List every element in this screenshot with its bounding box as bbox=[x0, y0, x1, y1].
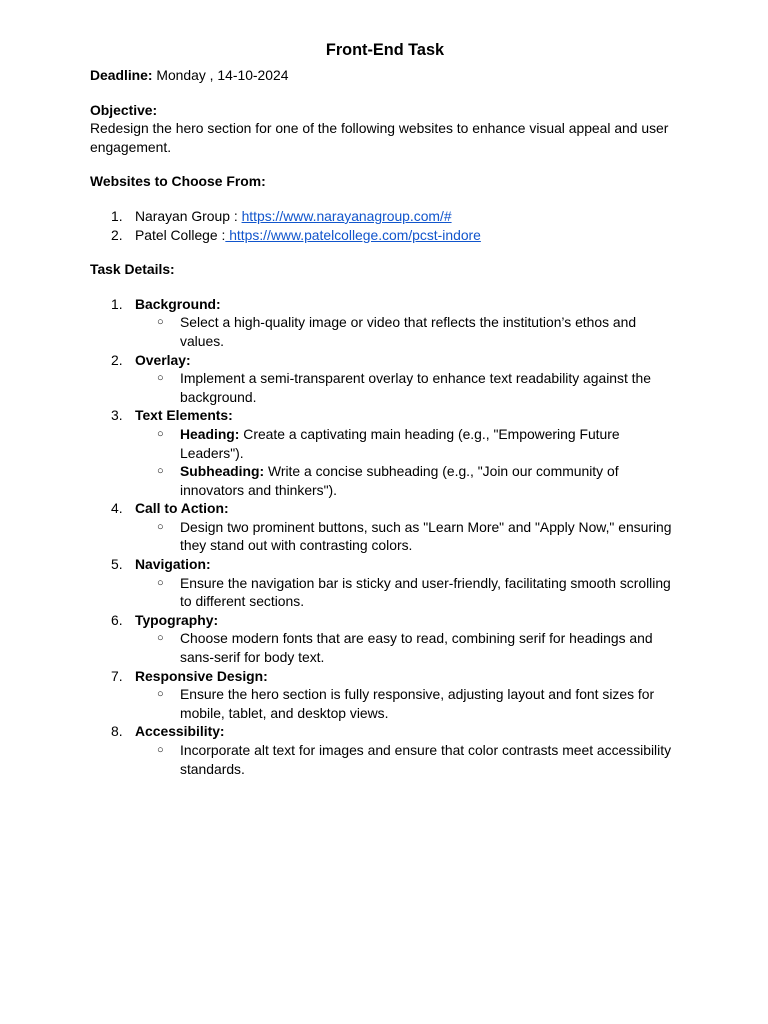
task-title: Responsive Design: bbox=[135, 667, 268, 684]
subitem-text: Write a concise subheading (e.g., "Join our community of innovators and thinkers"). bbox=[180, 463, 619, 498]
task-sublist bbox=[135, 369, 680, 406]
task-details-list bbox=[90, 295, 680, 778]
objective-text: Redesign the hero section for one of the following websites to enhance visual appeal and user engagement. bbox=[90, 120, 669, 155]
hollow-bullet-icon: ○ bbox=[157, 465, 164, 478]
list-number: 1. bbox=[111, 207, 123, 224]
task-item bbox=[90, 611, 680, 667]
task-item bbox=[90, 667, 680, 723]
task-title: Background: bbox=[135, 295, 221, 312]
task-item bbox=[90, 295, 680, 351]
task-details-label: Task Details: bbox=[90, 261, 175, 278]
task-item bbox=[90, 406, 680, 499]
subitem-lead: Heading: bbox=[180, 425, 240, 442]
task-item bbox=[90, 499, 680, 555]
objective-label: Objective: bbox=[90, 101, 158, 118]
list-number: 3. bbox=[111, 407, 123, 424]
website-item bbox=[90, 207, 680, 226]
task-item bbox=[90, 722, 680, 778]
subitem-lead: Subheading: bbox=[180, 463, 265, 480]
task-subitem bbox=[135, 462, 680, 499]
task-subitem bbox=[135, 741, 680, 778]
deadline-line bbox=[90, 66, 680, 85]
task-title: Accessibility: bbox=[135, 723, 225, 740]
website-link[interactable]: https://www.narayanagroup.com/# bbox=[241, 207, 452, 224]
task-sublist bbox=[135, 574, 680, 611]
website-name: Patel College : bbox=[135, 226, 226, 243]
task-sublist bbox=[135, 629, 680, 666]
websites-list bbox=[90, 207, 680, 244]
list-number: 8. bbox=[111, 723, 123, 740]
deadline-value: Monday , 14-10-2024 bbox=[152, 67, 289, 83]
task-sublist bbox=[135, 685, 680, 722]
task-sublist bbox=[135, 518, 680, 555]
website-link[interactable]: https://www.patelcollege.com/pcst-indore bbox=[225, 226, 481, 243]
task-subitem bbox=[135, 518, 680, 555]
task-subitem bbox=[135, 574, 680, 611]
subitem-text: Select a high-quality image or video that reflects the institution’s ethos and values. bbox=[180, 314, 637, 349]
hollow-bullet-icon: ○ bbox=[157, 576, 164, 589]
list-number: 1. bbox=[111, 295, 123, 312]
list-number: 2. bbox=[111, 351, 123, 368]
hollow-bullet-icon: ○ bbox=[157, 688, 164, 701]
website-name: Narayan Group : bbox=[135, 207, 242, 224]
task-item bbox=[90, 351, 680, 407]
list-number: 5. bbox=[111, 556, 123, 573]
task-subitem bbox=[135, 313, 680, 350]
task-subitem bbox=[135, 425, 680, 462]
hollow-bullet-icon: ○ bbox=[157, 316, 164, 329]
task-sublist bbox=[135, 425, 680, 499]
hollow-bullet-icon: ○ bbox=[157, 744, 164, 756]
list-number: 4. bbox=[111, 500, 123, 517]
hollow-bullet-icon: ○ bbox=[157, 632, 164, 645]
subitem-text: Choose modern fonts that are easy to read, combining serif for headings and sans-serif for body text. bbox=[180, 630, 653, 666]
subitem-text: Implement a semi-transparent overlay to enhance text readability against the background. bbox=[180, 370, 651, 405]
task-subitem bbox=[135, 369, 680, 406]
list-number: 7. bbox=[111, 667, 123, 684]
hollow-bullet-icon: ○ bbox=[157, 427, 164, 440]
subitem-text: Ensure the navigation bar is sticky and user-friendly, facilitating smooth scrolling to different sections. bbox=[180, 574, 671, 610]
subitem-text: Incorporate alt text for images and ensure that color contrasts meet accessibility standards. bbox=[180, 742, 672, 777]
subitem-text: Ensure the hero section is fully responsive, adjusting layout and font sizes for mobile, tablet, and desktop views. bbox=[180, 686, 655, 721]
subitem-text: Design two prominent buttons, such as "Learn More" and "Apply Now," ensuring they stand out with contrasting colors. bbox=[180, 518, 672, 554]
task-title: Navigation: bbox=[135, 556, 211, 573]
document-page bbox=[90, 39, 680, 778]
list-number: 2. bbox=[111, 226, 123, 243]
hollow-bullet-icon: ○ bbox=[157, 372, 164, 385]
document-title: Front-End Task bbox=[325, 41, 445, 59]
task-sublist bbox=[135, 741, 680, 778]
deadline-label: Deadline: bbox=[90, 67, 153, 83]
task-title: Typography: bbox=[135, 611, 219, 628]
websites-label: Websites to Choose From: bbox=[90, 173, 266, 190]
task-subitem bbox=[135, 685, 680, 722]
website-item bbox=[90, 226, 680, 245]
task-item bbox=[90, 555, 680, 611]
task-title: Text Elements: bbox=[135, 407, 233, 424]
subitem-text: Create a captivating main heading (e.g., "Empowering Future Leaders"). bbox=[180, 425, 620, 461]
task-sublist bbox=[135, 313, 680, 350]
task-subitem bbox=[135, 629, 680, 666]
task-title: Overlay: bbox=[135, 351, 191, 368]
hollow-bullet-icon: ○ bbox=[157, 520, 164, 533]
task-title: Call to Action: bbox=[135, 500, 229, 517]
list-number: 6. bbox=[111, 611, 123, 628]
